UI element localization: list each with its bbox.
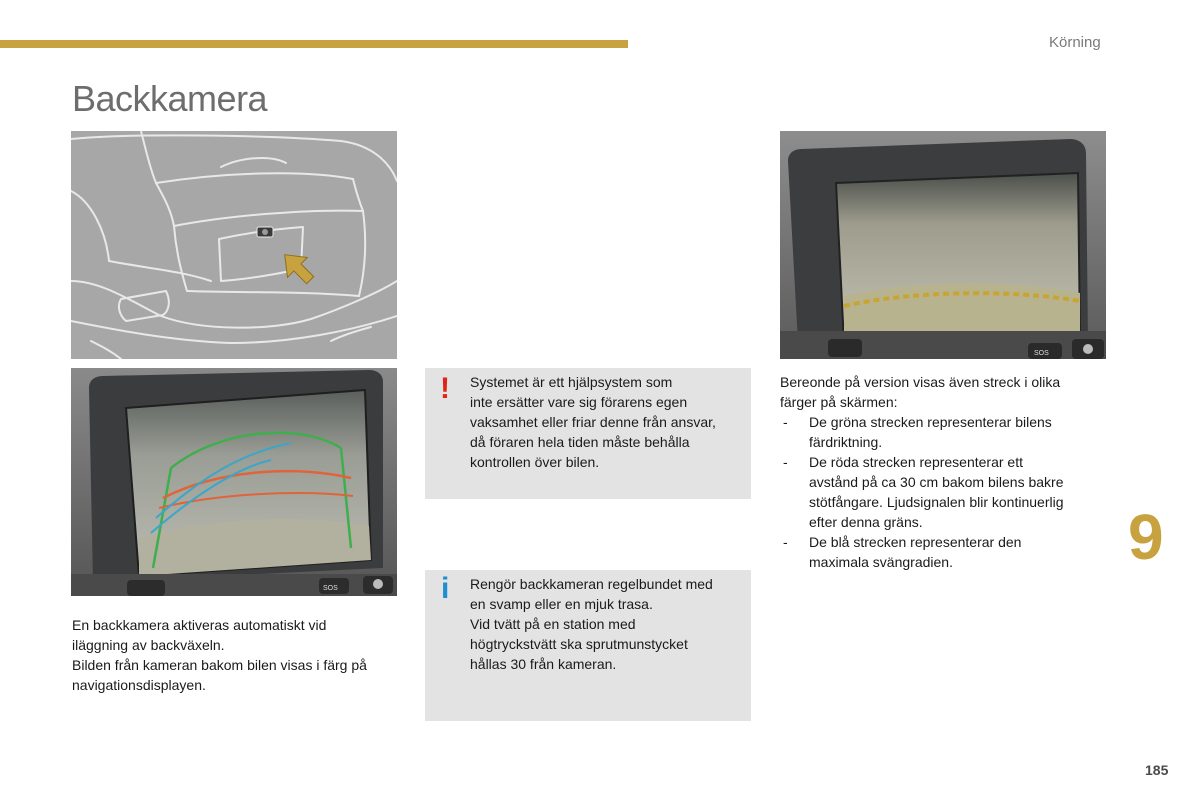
info-line: Vid tvätt på en station med [470,616,636,632]
warning-line: då föraren hela tiden måste behålla [470,434,690,450]
warning-text [470,372,745,472]
guidelines-intro [780,372,1110,412]
info-line: en svamp eller en mjuk trasa. [470,596,653,612]
intro-line-1: En backkamera aktiveras automatiskt vid [72,617,327,633]
warning-note [425,368,751,499]
display-camera-view-illustration [780,131,1106,359]
list-line: avstånd på ca 30 cm bakom bilens bakre [809,474,1064,490]
warning-line: kontrollen över bilen. [470,454,600,470]
section-label: Körning [1049,34,1101,51]
info-line: hållas 30 från kameran. [470,656,617,672]
intro-line-2: iläggning av backväxeln. [72,637,225,653]
page-number: 185 [1145,762,1169,778]
list-dash: - [783,454,788,470]
info-line: Rengör backkameran regelbundet med [470,576,713,592]
list-dash: - [783,534,788,550]
warning-line: vaksamhet eller friar denne från ansvar, [470,414,716,430]
chapter-number: 9 [1128,501,1164,573]
guidelines-list [780,412,1110,572]
guidelines-intro-line-2: färger på skärmen: [780,394,898,410]
header-accent-bar [0,40,628,48]
guidelines-intro-line-1: Bereonde på version visas även streck i olika [780,374,1061,390]
list-item-red-lines [780,452,1110,532]
warning-line: inte ersätter vare sig förarens egen [470,394,688,410]
warning-line: Systemet är ett hjälpsystem som [470,374,673,390]
intro-line-3: Bilden från kameran bakom bilen visas i färg på [72,657,367,673]
warning-icon: ! [440,372,450,405]
list-line: stötfångare. Ljudsignalen blir kontinuerlig [809,494,1064,510]
info-note [425,570,751,721]
list-line: De blå strecken representerar den [809,534,1022,550]
list-dash: - [783,414,788,430]
car-rear-illustration [71,131,397,359]
list-line: De röda strecken representerar ett [809,454,1023,470]
list-line: De gröna strecken representerar bilens [809,414,1052,430]
info-line: högtryckstvätt ska sprutmunstycket [470,636,688,652]
intro-paragraph [72,615,402,695]
info-text [470,574,745,674]
list-item-blue-lines [780,532,1110,572]
intro-line-4: navigationsdisplayen. [72,677,206,693]
list-item-green-lines [780,412,1110,452]
page-title: Backkamera [72,78,268,119]
sos-button-label: SOS [323,585,338,592]
list-line: efter denna gräns. [809,514,923,530]
info-icon: i [441,572,450,605]
list-line: maximala svängradien. [809,554,953,570]
list-line: färdriktning. [809,434,883,450]
sos-button-label-2: SOS [1034,350,1049,357]
display-with-guidelines-illustration [71,368,397,596]
